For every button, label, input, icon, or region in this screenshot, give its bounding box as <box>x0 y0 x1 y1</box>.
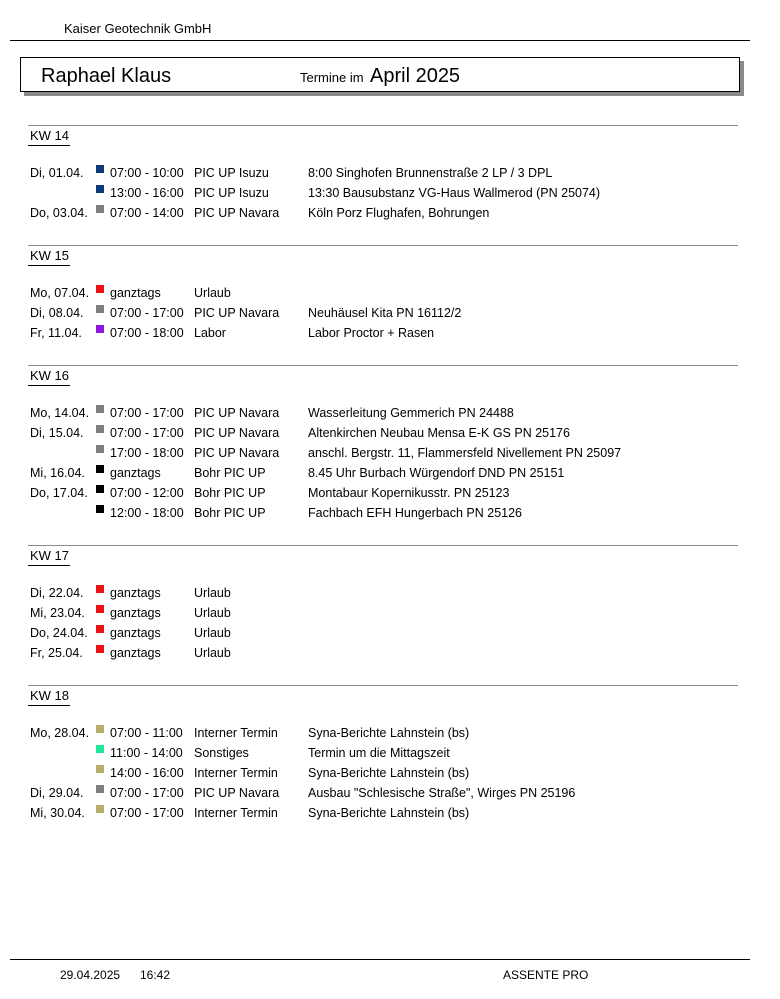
month-title: April 2025 <box>370 65 461 87</box>
appointment-row[interactable] <box>0 465 780 485</box>
appointment-row[interactable] <box>0 785 780 805</box>
appointment-row[interactable] <box>0 505 780 525</box>
category-color-marker <box>96 745 104 753</box>
appointment-row[interactable] <box>0 765 780 785</box>
appointment-description: Neuhäusel Kita PN 16112/2 <box>308 306 462 320</box>
appointment-day: Mi, 16.04. <box>30 466 85 480</box>
appointment-description: anschl. Bergstr. 11, Flammersfeld Nivellement PN 25097 <box>308 446 622 460</box>
category-color-marker <box>96 785 104 793</box>
person-name: Raphael Klaus <box>41 65 172 87</box>
appointment-time: ganztags <box>110 586 161 600</box>
appointment-category: PIC UP Navara <box>194 206 280 220</box>
appointment-row[interactable] <box>0 205 780 225</box>
print-time: 16:42 <box>140 968 171 982</box>
appointment-day: Mi, 23.04. <box>30 606 85 620</box>
appointment-description: Termin um die Mittagszeit <box>308 746 450 760</box>
category-color-marker <box>96 205 104 213</box>
appointment-row[interactable] <box>0 585 780 605</box>
appointment-description: Ausbau "Schlesische Straße", Wirges PN 25196 <box>308 786 576 800</box>
appointment-day: Do, 17.04. <box>30 486 88 500</box>
appointment-time: 13:00 - 16:00 <box>110 186 184 200</box>
appointment-category: Interner Termin <box>194 766 278 780</box>
category-color-marker <box>96 405 104 413</box>
appointment-time: 07:00 - 14:00 <box>110 206 184 220</box>
appointment-row[interactable] <box>0 425 780 445</box>
appointment-category: Urlaub <box>194 586 231 600</box>
category-color-marker <box>96 425 104 433</box>
appointment-time: 07:00 - 18:00 <box>110 326 184 340</box>
appointment-time: ganztags <box>110 466 161 480</box>
appointment-category: PIC UP Navara <box>194 306 280 320</box>
category-color-marker <box>96 325 104 333</box>
week-label: KW 18 <box>28 688 70 706</box>
category-color-marker <box>96 805 104 813</box>
appointment-row[interactable] <box>0 745 780 765</box>
week-label: KW 15 <box>28 248 70 266</box>
term-label: Termine im <box>300 70 364 85</box>
category-color-marker <box>96 765 104 773</box>
appointment-category: PIC UP Navara <box>194 446 280 460</box>
appointment-row[interactable] <box>0 305 780 325</box>
appointment-time: ganztags <box>110 286 161 300</box>
appointment-description: Köln Porz Flughafen, Bohrungen <box>308 206 490 220</box>
title-box <box>20 57 740 92</box>
appointment-day: Do, 24.04. <box>30 626 88 640</box>
appointment-description: 8.45 Uhr Burbach Würgendorf DND PN 25151 <box>308 466 565 480</box>
appointment-category: PIC UP Navara <box>194 426 280 440</box>
appointment-description: 13:30 Bausubstanz VG-Haus Wallmerod (PN 25074) <box>308 186 601 200</box>
appointment-category: Interner Termin <box>194 726 278 740</box>
category-color-marker <box>96 305 104 313</box>
appointment-row[interactable] <box>0 605 780 625</box>
appointment-description: Labor Proctor + Rasen <box>308 326 435 340</box>
category-color-marker <box>96 625 104 633</box>
appointment-time: 07:00 - 17:00 <box>110 406 184 420</box>
appointment-row[interactable] <box>0 445 780 465</box>
appointment-day: Di, 22.04. <box>30 586 84 600</box>
appointment-row[interactable] <box>0 485 780 505</box>
appointment-row[interactable] <box>0 625 780 645</box>
appointment-time: 14:00 - 16:00 <box>110 766 184 780</box>
week-label: KW 16 <box>28 368 70 386</box>
appointment-time: 11:00 - 14:00 <box>110 746 183 760</box>
appointment-day: Mo, 14.04. <box>30 406 90 420</box>
category-color-marker <box>96 645 104 653</box>
appointment-time: ganztags <box>110 606 161 620</box>
appointment-description: 8:00 Singhofen Brunnenstraße 2 LP / 3 DPL <box>308 166 553 180</box>
print-date: 29.04.2025 <box>60 968 121 982</box>
appointment-description: Syna-Berichte Lahnstein (bs) <box>308 806 470 820</box>
appointment-row[interactable] <box>0 645 780 665</box>
category-color-marker <box>96 505 104 513</box>
appointment-category: Bohr PIC UP <box>194 486 266 500</box>
week-divider <box>28 365 738 366</box>
appointment-row[interactable] <box>0 285 780 305</box>
category-color-marker <box>96 185 104 193</box>
category-color-marker <box>96 605 104 613</box>
appointment-description: Wasserleitung Gemmerich PN 24488 <box>308 406 514 420</box>
appointment-time: 12:00 - 18:00 <box>110 506 184 520</box>
appointment-day: Mo, 28.04. <box>30 726 90 740</box>
appointment-category: Sonstiges <box>194 746 249 760</box>
category-color-marker <box>96 465 104 473</box>
appointment-row[interactable] <box>0 405 780 425</box>
appointment-time: 07:00 - 17:00 <box>110 306 184 320</box>
appointment-category: Urlaub <box>194 286 231 300</box>
appointment-time: 07:00 - 17:00 <box>110 806 184 820</box>
appointment-time: 07:00 - 10:00 <box>110 166 184 180</box>
week-divider <box>28 685 738 686</box>
category-color-marker <box>96 485 104 493</box>
footer-divider <box>10 959 750 960</box>
appointment-time: 07:00 - 17:00 <box>110 786 184 800</box>
appointment-day: Fr, 11.04. <box>30 326 82 340</box>
appointment-row[interactable] <box>0 325 780 345</box>
appointment-description: Montabaur Kopernikusstr. PN 25123 <box>308 486 510 500</box>
appointment-description: Syna-Berichte Lahnstein (bs) <box>308 726 470 740</box>
appointment-description: Altenkirchen Neubau Mensa E-K GS PN 25176 <box>308 426 570 440</box>
appointment-category: PIC UP Navara <box>194 406 280 420</box>
appointment-category: Bohr PIC UP <box>194 466 266 480</box>
appointment-time: 07:00 - 17:00 <box>110 426 184 440</box>
appointment-row[interactable] <box>0 185 780 205</box>
appointment-description: Fachbach EFH Hungerbach PN 25126 <box>308 506 523 520</box>
category-color-marker <box>96 285 104 293</box>
appointment-day: Fr, 25.04. <box>30 646 83 660</box>
appointment-category: Bohr PIC UP <box>194 506 266 520</box>
appointment-day: Mi, 30.04. <box>30 806 85 820</box>
appointment-day: Di, 01.04. <box>30 166 84 180</box>
appointment-category: PIC UP Navara <box>194 786 280 800</box>
appointment-time: 07:00 - 12:00 <box>110 486 184 500</box>
appointment-category: Urlaub <box>194 606 231 620</box>
appointment-day: Mo, 07.04. <box>30 286 90 300</box>
appointment-day: Di, 08.04. <box>30 306 84 320</box>
week-label: KW 14 <box>28 128 70 146</box>
appointment-day: Di, 15.04. <box>30 426 84 440</box>
category-color-marker <box>96 445 104 453</box>
week-divider <box>28 545 738 546</box>
appointment-category: Urlaub <box>194 646 231 660</box>
appointment-day: Do, 03.04. <box>30 206 88 220</box>
appointment-row[interactable] <box>0 725 780 745</box>
appointment-row[interactable] <box>0 805 780 825</box>
appointment-row[interactable] <box>0 165 780 185</box>
appointment-category: Labor <box>194 326 226 340</box>
appointment-time: ganztags <box>110 626 161 640</box>
appointment-category: PIC UP Isuzu <box>194 166 269 180</box>
header-divider <box>10 40 750 41</box>
appointment-category: Interner Termin <box>194 806 278 820</box>
appointment-description: Syna-Berichte Lahnstein (bs) <box>308 766 470 780</box>
appointment-category: PIC UP Isuzu <box>194 186 269 200</box>
week-divider <box>28 245 738 246</box>
appointment-day: Di, 29.04. <box>30 786 84 800</box>
category-color-marker <box>96 585 104 593</box>
week-divider <box>28 125 738 126</box>
category-color-marker <box>96 725 104 733</box>
category-color-marker <box>96 165 104 173</box>
company-name: Kaiser Geotechnik GmbH <box>64 21 212 36</box>
week-label: KW 17 <box>28 548 70 566</box>
appointment-time: ganztags <box>110 646 161 660</box>
appointment-category: Urlaub <box>194 626 231 640</box>
appointment-time: 17:00 - 18:00 <box>110 446 184 460</box>
appointment-time: 07:00 - 11:00 <box>110 726 183 740</box>
app-name: ASSENTE PRO <box>503 968 589 982</box>
